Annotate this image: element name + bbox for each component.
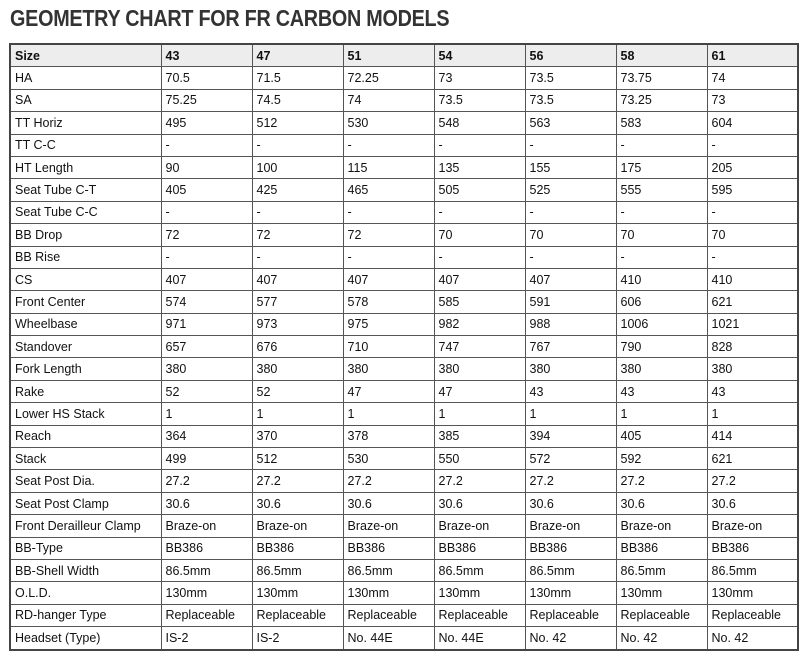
table-cell: 30.6 (161, 492, 252, 514)
table-cell: 72 (343, 224, 434, 246)
table-cell: Replaceable (707, 604, 798, 626)
table-cell: 975 (343, 313, 434, 335)
row-label: RD-hanger Type (10, 604, 161, 626)
table-cell: 973 (252, 313, 343, 335)
table-cell: 380 (707, 358, 798, 380)
table-cell: 410 (707, 268, 798, 290)
table-cell: 380 (161, 358, 252, 380)
table-cell: 47 (434, 380, 525, 402)
table-cell: BB386 (434, 537, 525, 559)
table-cell: 100 (252, 156, 343, 178)
table-cell: 70.5 (161, 67, 252, 89)
table-cell: 130mm (616, 582, 707, 604)
table-cell: 591 (525, 291, 616, 313)
table-cell: 73 (707, 89, 798, 111)
table-cell: 1 (616, 403, 707, 425)
row-label: BB Drop (10, 224, 161, 246)
table-cell: 1021 (707, 313, 798, 335)
table-cell: 595 (707, 179, 798, 201)
table-cell: 505 (434, 179, 525, 201)
table-cell: 592 (616, 448, 707, 470)
table-cell: - (343, 201, 434, 223)
table-header-row (10, 44, 798, 67)
table-cell: - (161, 201, 252, 223)
table-cell: 465 (343, 179, 434, 201)
table-cell: 30.6 (707, 492, 798, 514)
table-cell: No. 42 (707, 627, 798, 650)
table-cell: BB386 (252, 537, 343, 559)
table-cell: 70 (434, 224, 525, 246)
table-row (10, 403, 798, 425)
table-cell: 27.2 (707, 470, 798, 492)
row-label: Front Derailleur Clamp (10, 515, 161, 537)
table-cell: 385 (434, 425, 525, 447)
table-cell: - (434, 246, 525, 268)
table-cell: No. 44E (434, 627, 525, 650)
table-cell: 130mm (707, 582, 798, 604)
row-label: Seat Tube C-C (10, 201, 161, 223)
row-label: Front Center (10, 291, 161, 313)
table-cell: 790 (616, 336, 707, 358)
table-cell: - (252, 246, 343, 268)
table-cell: Braze-on (161, 515, 252, 537)
table-cell: 499 (161, 448, 252, 470)
table-cell: Braze-on (434, 515, 525, 537)
table-cell: 767 (525, 336, 616, 358)
table-cell: 130mm (161, 582, 252, 604)
table-cell: 380 (252, 358, 343, 380)
size-column-header: 47 (252, 44, 343, 67)
table-cell: 563 (525, 112, 616, 134)
table-cell: 621 (707, 448, 798, 470)
table-cell: 115 (343, 156, 434, 178)
table-row (10, 291, 798, 313)
table-cell: Replaceable (343, 604, 434, 626)
row-label: Stack (10, 448, 161, 470)
table-cell: 130mm (434, 582, 525, 604)
geometry-table (9, 43, 799, 651)
table-cell: 30.6 (525, 492, 616, 514)
table-row (10, 470, 798, 492)
row-label: Standover (10, 336, 161, 358)
table-row (10, 358, 798, 380)
table-cell: - (434, 134, 525, 156)
table-cell: 747 (434, 336, 525, 358)
table-cell: 425 (252, 179, 343, 201)
table-cell: Braze-on (343, 515, 434, 537)
table-cell: BB386 (525, 537, 616, 559)
table-cell: 578 (343, 291, 434, 313)
table-cell: 710 (343, 336, 434, 358)
table-cell: 73 (434, 67, 525, 89)
table-row (10, 201, 798, 223)
size-column-header: 43 (161, 44, 252, 67)
table-cell: 525 (525, 179, 616, 201)
table-row (10, 134, 798, 156)
table-cell: 405 (616, 425, 707, 447)
table-cell: 604 (707, 112, 798, 134)
table-row (10, 604, 798, 626)
table-cell: - (707, 246, 798, 268)
table-cell: 43 (707, 380, 798, 402)
table-cell: 407 (343, 268, 434, 290)
table-row (10, 537, 798, 559)
table-cell: 30.6 (252, 492, 343, 514)
table-cell: Braze-on (707, 515, 798, 537)
table-cell: 90 (161, 156, 252, 178)
table-cell: 73.5 (525, 89, 616, 111)
table-row (10, 336, 798, 358)
table-cell: 47 (343, 380, 434, 402)
table-cell: - (343, 246, 434, 268)
table-cell: 73.75 (616, 67, 707, 89)
table-cell: 414 (707, 425, 798, 447)
table-cell: Replaceable (525, 604, 616, 626)
table-cell: 585 (434, 291, 525, 313)
header-label-size: Size (10, 44, 161, 67)
row-label: CS (10, 268, 161, 290)
table-cell: 410 (616, 268, 707, 290)
table-cell: 530 (343, 112, 434, 134)
table-cell: 577 (252, 291, 343, 313)
table-cell: 971 (161, 313, 252, 335)
table-cell: 1 (343, 403, 434, 425)
table-cell: 1 (252, 403, 343, 425)
table-cell: 364 (161, 425, 252, 447)
table-cell: 52 (161, 380, 252, 402)
table-cell: 43 (525, 380, 616, 402)
table-cell: Braze-on (616, 515, 707, 537)
table-cell: 43 (616, 380, 707, 402)
row-label: SA (10, 89, 161, 111)
table-row (10, 246, 798, 268)
table-cell: 130mm (525, 582, 616, 604)
table-cell: 70 (616, 224, 707, 246)
table-cell: 407 (252, 268, 343, 290)
table-cell: 74 (707, 67, 798, 89)
size-column-header: 58 (616, 44, 707, 67)
row-label: BB Rise (10, 246, 161, 268)
row-label: Headset (Type) (10, 627, 161, 650)
table-cell: 574 (161, 291, 252, 313)
table-row (10, 425, 798, 447)
table-cell: 988 (525, 313, 616, 335)
table-cell: 27.2 (343, 470, 434, 492)
table-cell: - (161, 134, 252, 156)
table-cell: 30.6 (434, 492, 525, 514)
table-cell: 495 (161, 112, 252, 134)
table-row (10, 559, 798, 581)
table-cell: 676 (252, 336, 343, 358)
row-label: BB-Shell Width (10, 559, 161, 581)
row-label: HA (10, 67, 161, 89)
table-cell: 583 (616, 112, 707, 134)
table-cell: - (525, 201, 616, 223)
table-row (10, 313, 798, 335)
table-cell: - (343, 134, 434, 156)
table-cell: Replaceable (161, 604, 252, 626)
table-cell: 27.2 (161, 470, 252, 492)
table-cell: - (707, 134, 798, 156)
table-cell: 70 (525, 224, 616, 246)
table-cell: BB386 (616, 537, 707, 559)
table-cell: 548 (434, 112, 525, 134)
table-cell: 155 (525, 156, 616, 178)
table-cell: Braze-on (525, 515, 616, 537)
table-cell: 555 (616, 179, 707, 201)
table-cell: 73.5 (434, 89, 525, 111)
table-cell: 378 (343, 425, 434, 447)
table-cell: 86.5mm (161, 559, 252, 581)
table-row (10, 89, 798, 111)
table-row (10, 582, 798, 604)
size-column-header: 61 (707, 44, 798, 67)
table-cell: No. 44E (343, 627, 434, 650)
table-cell: - (252, 201, 343, 223)
row-label: O.L.D. (10, 582, 161, 604)
table-cell: 572 (525, 448, 616, 470)
table-row (10, 112, 798, 134)
table-cell: 380 (525, 358, 616, 380)
table-cell: 86.5mm (525, 559, 616, 581)
table-row (10, 627, 798, 650)
table-cell: 550 (434, 448, 525, 470)
table-cell: 70 (707, 224, 798, 246)
table-row (10, 515, 798, 537)
table-cell: 394 (525, 425, 616, 447)
table-cell: 1 (525, 403, 616, 425)
size-column-header: 54 (434, 44, 525, 67)
row-label: HT Length (10, 156, 161, 178)
row-label: TT C-C (10, 134, 161, 156)
table-cell: 52 (252, 380, 343, 402)
table-cell: 27.2 (525, 470, 616, 492)
table-cell: 130mm (252, 582, 343, 604)
row-label: Lower HS Stack (10, 403, 161, 425)
row-label: Seat Post Clamp (10, 492, 161, 514)
table-row (10, 179, 798, 201)
table-cell: 175 (616, 156, 707, 178)
table-cell: 86.5mm (707, 559, 798, 581)
table-row (10, 448, 798, 470)
table-cell: 530 (343, 448, 434, 470)
row-label: Wheelbase (10, 313, 161, 335)
table-row (10, 492, 798, 514)
table-cell: IS-2 (161, 627, 252, 650)
table-cell: - (525, 246, 616, 268)
row-label: Seat Tube C-T (10, 179, 161, 201)
table-cell: 73.5 (525, 67, 616, 89)
table-cell: 72 (161, 224, 252, 246)
table-cell: BB386 (707, 537, 798, 559)
table-cell: 1 (434, 403, 525, 425)
table-cell: 380 (616, 358, 707, 380)
table-cell: - (252, 134, 343, 156)
table-cell: - (525, 134, 616, 156)
table-cell: 982 (434, 313, 525, 335)
table-cell: - (707, 201, 798, 223)
table-cell: 657 (161, 336, 252, 358)
table-cell: 380 (343, 358, 434, 380)
table-row (10, 224, 798, 246)
row-label: Reach (10, 425, 161, 447)
table-cell: - (434, 201, 525, 223)
table-cell: No. 42 (525, 627, 616, 650)
size-column-header: 56 (525, 44, 616, 67)
table-cell: 828 (707, 336, 798, 358)
size-column-header: 51 (343, 44, 434, 67)
table-cell: Replaceable (434, 604, 525, 626)
row-label: TT Horiz (10, 112, 161, 134)
table-cell: 30.6 (616, 492, 707, 514)
table-cell: 75.25 (161, 89, 252, 111)
table-cell: 74 (343, 89, 434, 111)
table-cell: 86.5mm (434, 559, 525, 581)
table-cell: 606 (616, 291, 707, 313)
table-row (10, 268, 798, 290)
table-row (10, 67, 798, 89)
table-cell: BB386 (343, 537, 434, 559)
table-cell: 1 (707, 403, 798, 425)
table-cell: 1 (161, 403, 252, 425)
table-cell: IS-2 (252, 627, 343, 650)
table-cell: 407 (434, 268, 525, 290)
table-cell: 380 (434, 358, 525, 380)
table-cell: Braze-on (252, 515, 343, 537)
table-cell: 74.5 (252, 89, 343, 111)
table-cell: 135 (434, 156, 525, 178)
table-cell: 370 (252, 425, 343, 447)
table-cell: - (616, 134, 707, 156)
table-cell: - (616, 201, 707, 223)
table-cell: Replaceable (252, 604, 343, 626)
table-cell: - (616, 246, 707, 268)
table-cell: No. 42 (616, 627, 707, 650)
table-row (10, 156, 798, 178)
table-cell: 71.5 (252, 67, 343, 89)
table-cell: 130mm (343, 582, 434, 604)
table-cell: 405 (161, 179, 252, 201)
row-label: Rake (10, 380, 161, 402)
table-cell: 72.25 (343, 67, 434, 89)
table-cell: Replaceable (616, 604, 707, 626)
table-cell: - (161, 246, 252, 268)
row-label: Seat Post Dia. (10, 470, 161, 492)
table-cell: BB386 (161, 537, 252, 559)
table-body (10, 67, 798, 650)
row-label: Fork Length (10, 358, 161, 380)
table-cell: 27.2 (252, 470, 343, 492)
page-title: GEOMETRY CHART FOR FR CARBON MODELS (10, 5, 450, 31)
row-label: BB-Type (10, 537, 161, 559)
table-cell: 512 (252, 112, 343, 134)
table-cell: 407 (525, 268, 616, 290)
table-cell: 86.5mm (616, 559, 707, 581)
table-cell: 512 (252, 448, 343, 470)
table-cell: 1006 (616, 313, 707, 335)
table-cell: 72 (252, 224, 343, 246)
table-cell: 27.2 (434, 470, 525, 492)
table-cell: 27.2 (616, 470, 707, 492)
table-cell: 86.5mm (252, 559, 343, 581)
table-cell: 621 (707, 291, 798, 313)
table-cell: 205 (707, 156, 798, 178)
table-cell: 407 (161, 268, 252, 290)
table-row (10, 380, 798, 402)
table-cell: 73.25 (616, 89, 707, 111)
table-cell: 86.5mm (343, 559, 434, 581)
table-cell: 30.6 (343, 492, 434, 514)
